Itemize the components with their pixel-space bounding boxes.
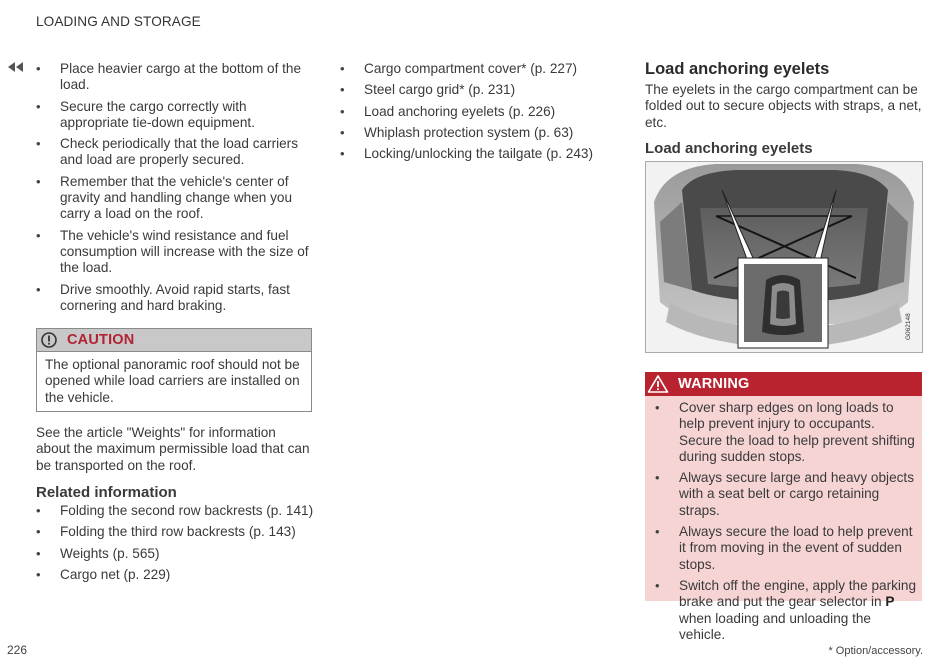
related-link[interactable]: • Folding the second row backrests (p. 141) bbox=[36, 503, 326, 519]
related-link[interactable]: • Whiplash protection system (p. 63) bbox=[340, 125, 620, 141]
caution-header bbox=[37, 329, 311, 352]
warning-header bbox=[645, 372, 922, 396]
figure-code: G062148 bbox=[905, 313, 912, 340]
list-item: • Secure the cargo correctly with appropriate tie-down equipment. bbox=[36, 99, 316, 132]
list-item: • Always secure large and heavy objects with a seat belt or cargo retaining straps. bbox=[655, 470, 917, 519]
list-item: • Remember that the vehicle's center of gravity and handling change when you carry a load on the roof. bbox=[36, 174, 316, 223]
related-link[interactable]: • Weights (p. 565) bbox=[36, 546, 326, 562]
footnote: * Option/accessory. bbox=[828, 645, 923, 657]
subsection-heading: Load anchoring eyelets bbox=[645, 140, 813, 157]
double-chevron-left-icon[interactable] bbox=[7, 60, 25, 74]
list-item: • The vehicle's wind resistance and fuel consumption will increase with the size of the load. bbox=[36, 228, 316, 277]
related-info-list bbox=[36, 503, 326, 588]
warning-text: Switch off the engine, apply the parking brake and put the gear selector in bbox=[679, 577, 917, 610]
weights-paragraph: See the article "Weights" for information about the maximum permissible load that can be transported on the roof. bbox=[36, 425, 310, 473]
related-info-heading: Related information bbox=[36, 484, 177, 501]
section-heading: Load anchoring eyelets bbox=[645, 60, 830, 78]
section-header: LOADING AND STORAGE bbox=[36, 14, 201, 29]
cargo-eyelets-illustration bbox=[645, 161, 923, 353]
warning-title: WARNING bbox=[678, 375, 750, 392]
page-number: 226 bbox=[7, 643, 28, 657]
gear-position: P bbox=[885, 594, 895, 610]
list-item: • Always secure the load to help prevent it from moving in the event of sudden stops. bbox=[655, 524, 917, 573]
intro-text: The eyelets in the cargo compartment can be folded out to secure objects with straps, a net, etc. bbox=[645, 82, 922, 130]
related-link[interactable]: • Steel cargo grid* (p. 231) bbox=[340, 82, 620, 98]
caution-text: The optional panoramic roof should not be opened while load carriers are installed on the vehicle. bbox=[45, 357, 300, 405]
related-link[interactable]: • Cargo net (p. 229) bbox=[36, 567, 326, 583]
related-link[interactable]: • Load anchoring eyelets (p. 226) bbox=[340, 104, 620, 120]
tips-list bbox=[36, 61, 316, 319]
caution-title: CAUTION bbox=[67, 331, 135, 348]
related-link[interactable]: • Locking/unlocking the tailgate (p. 243) bbox=[340, 146, 620, 162]
list-item: • Cover sharp edges on long loads to help prevent injury to occupants. Secure the load to help prevent shifting during sudden stops. bbox=[655, 400, 917, 465]
list-item: • Drive smoothly. Avoid rapid starts, fast cornering and hard braking. bbox=[36, 282, 316, 315]
caution-box bbox=[36, 328, 312, 412]
warning-text: when loading and unloading the vehicle. bbox=[679, 610, 871, 642]
exclamation-circle-icon bbox=[41, 332, 57, 348]
related-link[interactable]: • Cargo compartment cover* (p. 227) bbox=[340, 61, 620, 77]
warning-list bbox=[655, 400, 917, 648]
list-item: • Check periodically that the load carriers and load are properly secured. bbox=[36, 136, 316, 169]
list-item bbox=[655, 578, 917, 643]
related-link[interactable]: • Folding the third row backrests (p. 143) bbox=[36, 524, 326, 540]
related-links-list bbox=[340, 61, 620, 167]
warning-triangle-icon bbox=[647, 374, 669, 394]
warning-box bbox=[645, 372, 922, 642]
list-item: • Place heavier cargo at the bottom of the load. bbox=[36, 61, 316, 94]
